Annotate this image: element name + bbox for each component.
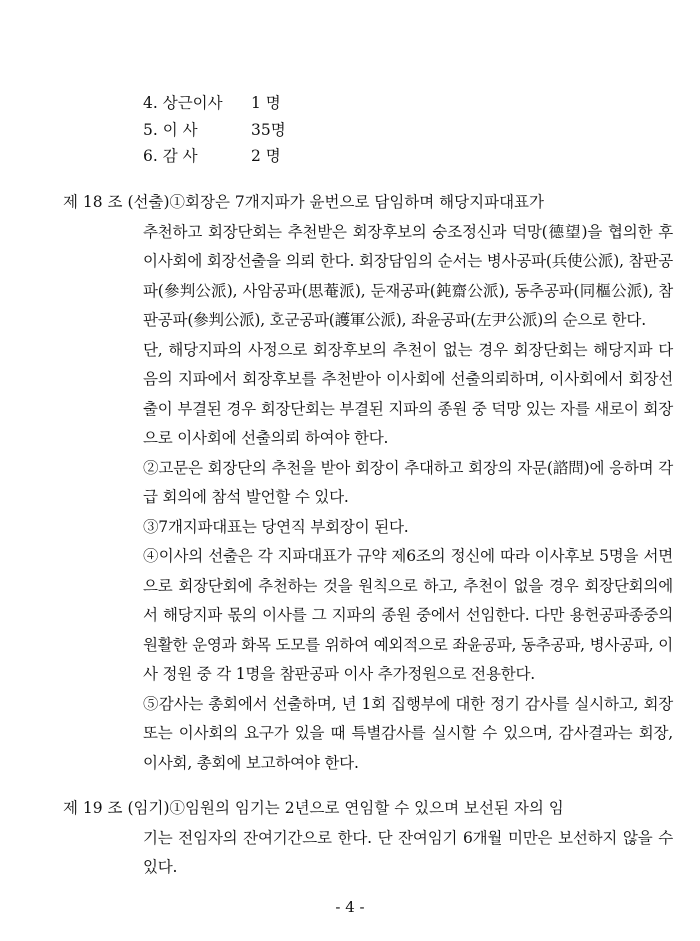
list-item-label: 6. 감 사 [143,147,198,165]
article-paragraph: 기는 전임자의 잔여기간으로 한다. 단 잔여임기 6개월 미만은 보선하지 않을 수 있다. [143,828,673,876]
article-paragraph: ⑤감사는 총회에서 선출하며, 년 1회 집행부에 대한 정기 감사를 실시하고, 회장 또는 이사회의 요구가 있을 때 특별감사를 실시할 수 있으며, 감사결과는 회장, 이사회, 총회에 보고하여야 한다. [143,694,673,772]
page-number: - 4 - [335,898,365,916]
list-item [143,93,281,113]
article-paragraph: 추천하고 회장단회는 추천받은 회장후보의 숭조정신과 덕망(德望)을 협의한 후 이사회에 회장선출을 의뢰 한다. 회장담임의 순서는 병사공파(兵使公派), 참판공파(參判公派), 사암공파(思菴派), 둔재공파(鈍齋公派), 동추공파(同樞公派), 참판공파(參判公派), 호군공파(護軍公派), 좌윤공파(左尹公派)의 순으로 한다. [143,222,673,329]
article-first-line: ①임원의 임기는 2년으로 연임할 수 있으며 보선된 자의 임 [169,799,564,817]
article-number: 제 19 조 [63,799,123,817]
list-item [143,146,281,166]
article-heading [63,794,564,824]
article-first-line: ①회장은 7개지파가 윤번으로 담임하며 해당지파대표가 [169,193,544,211]
list-item-label: 4. 상근이사 [143,94,223,112]
article-paragraph: ④이사의 선출은 각 지파대표가 규약 제6조의 정신에 따라 이사후보 5명을 서면으로 회장단회에 추천하는 것을 원칙으로 하고, 추천이 없을 경우 회장단회의에서 해당지파 몫의 이사를 그 지파의 종원 중에서 선임한다. 다만 용헌공파종중의 원활한 운영과 화목 도모를 위하여 예외적으로 좌윤공파, 동추공파, 병사공파, 이사 정원 중 각 1명을 참판공파 이사 추가정원으로 전용한다. [143,547,673,683]
list-item-count: 2 명 [251,147,281,165]
list-item-count: 1 명 [251,94,281,112]
article-paragraph: ②고문은 회장단의 추천을 받아 회장이 추대하고 회장의 자문(諮問)에 응하며 각급 회의에 참석 발언할 수 있다. [143,458,673,506]
article-paragraph: 단, 해당지파의 사정으로 회장후보의 추천이 없는 경우 회장단회는 해당지파 다음의 지파에서 회장후보를 추천받아 이사회에 선출의뢰하며, 이사회에서 회장선출이 부결된 경우 회장단회는 부결된 지파의 종원 중 덕망 있는 자를 새로이 회장으로 이사회에 선출의뢰 하여야 한다. [143,340,673,447]
list-item [143,120,286,140]
article-paragraph: ③7개지파대표는 당연직 부회장이 된다. [143,517,409,536]
article-body [143,824,673,883]
article-title: (임기) [127,799,170,817]
list-item-count: 35명 [251,121,286,139]
article-heading [63,188,544,218]
article-body [143,218,673,779]
article-title: (선출) [127,193,170,211]
list-item-label: 5. 이 사 [143,121,198,139]
article-number: 제 18 조 [63,193,123,211]
